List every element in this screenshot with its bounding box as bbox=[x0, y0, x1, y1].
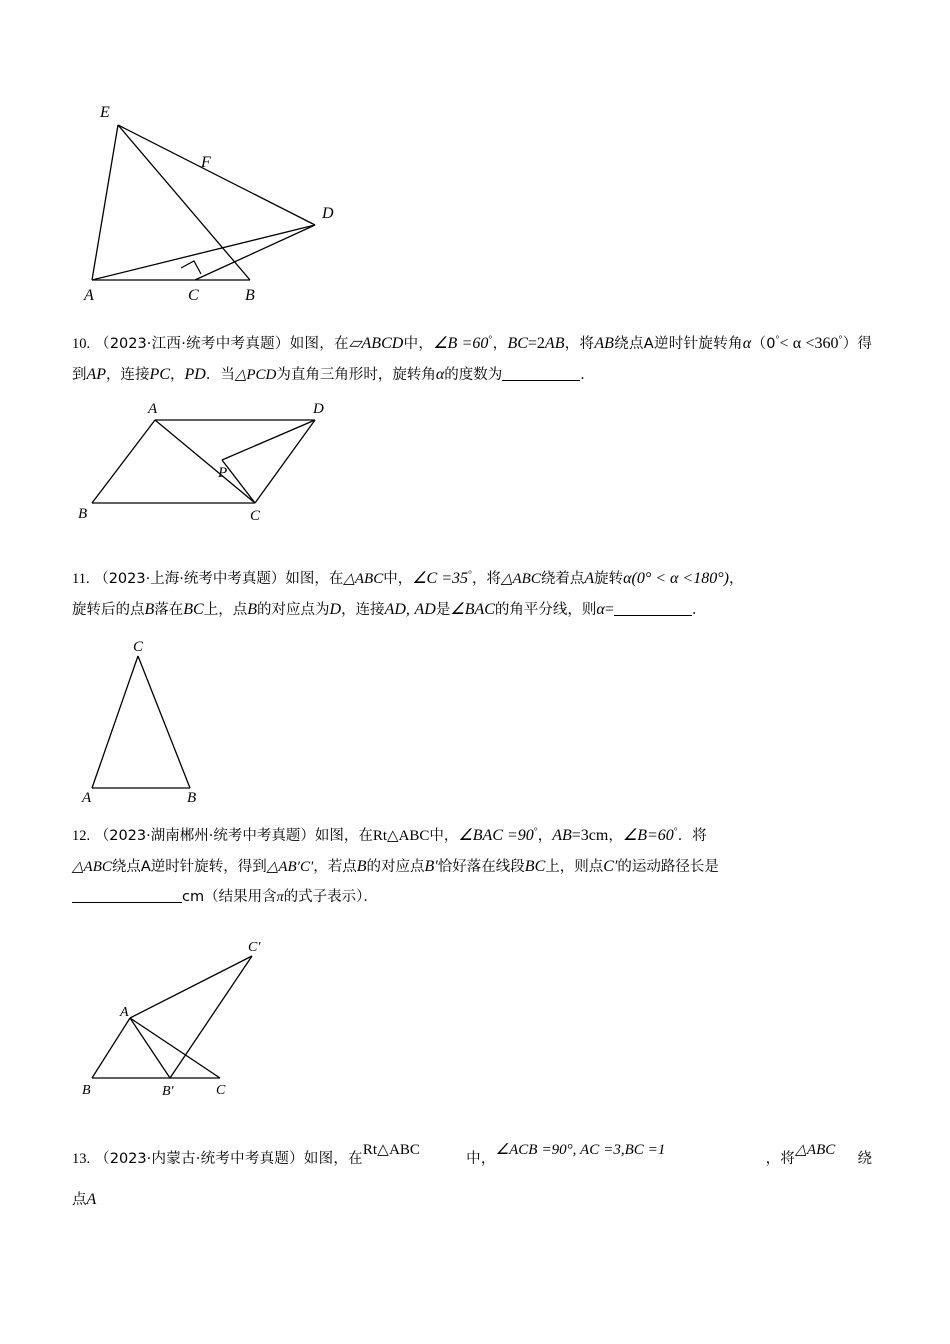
q11-p8: 的对应点为 bbox=[257, 602, 330, 619]
q10-comma1: ， bbox=[492, 336, 508, 352]
figure-q11 bbox=[70, 638, 330, 803]
question-10-source: （2023·江西·统考中考真题） bbox=[95, 336, 290, 352]
q11-p4: 旋转 bbox=[594, 571, 624, 587]
q12-ab: AB bbox=[552, 827, 572, 844]
q12-p11: 的式子表示）． bbox=[283, 888, 378, 905]
q13-a: A bbox=[86, 1191, 97, 1208]
q12-p9: 的运动路径长是 bbox=[617, 859, 719, 876]
q12-eq3: =3cm bbox=[571, 827, 609, 844]
q10-pcd: △PCD bbox=[234, 367, 277, 384]
q12-p6: 的对应点 bbox=[366, 859, 425, 876]
q10-range2: < α <360 bbox=[779, 335, 839, 352]
q11-p12: ． bbox=[691, 602, 707, 619]
q11-eq: = bbox=[604, 601, 614, 619]
q11-anglec: ∠C =35 bbox=[412, 570, 469, 587]
q12-bac: ∠BAC =90 bbox=[458, 827, 534, 844]
q10-p10: ． bbox=[580, 367, 595, 384]
q10-ap: AP bbox=[86, 366, 107, 384]
q10-bc: BC bbox=[507, 335, 528, 352]
q12-p4: 绕点A逆时针旋转，得到 bbox=[111, 859, 267, 876]
q11-deg: ° bbox=[468, 569, 472, 581]
q10-deg2: ° bbox=[775, 334, 780, 346]
q13-p2: 中， bbox=[465, 1151, 496, 1167]
figure-q12-label-A: A bbox=[120, 1005, 129, 1020]
q12-abc2: △AB′C′ bbox=[266, 859, 314, 876]
q11-p1: 如图，在 bbox=[285, 571, 344, 587]
q11-bac: ∠BAC bbox=[450, 601, 495, 619]
q10-angleb: ∠B =60 bbox=[433, 335, 489, 352]
q10-abcd: ABCD bbox=[361, 335, 404, 352]
q10-range: （0 bbox=[751, 336, 776, 352]
q10-p1: 如图，在 bbox=[289, 336, 349, 352]
q10-p7: ．当 bbox=[205, 367, 235, 384]
question-10-text bbox=[0, 328, 950, 390]
q13-comma: ，将 bbox=[765, 1151, 796, 1167]
q11-d: D bbox=[329, 601, 342, 619]
figure-q10-label-P: P bbox=[218, 465, 228, 481]
q10-shape: ▱ bbox=[348, 335, 362, 352]
figure-q9-label-B: B bbox=[245, 287, 255, 304]
question-12 bbox=[0, 820, 950, 911]
q11-b: B bbox=[144, 601, 155, 619]
q10-answer-blank[interactable] bbox=[502, 366, 580, 382]
q10-p3: 中， bbox=[403, 336, 434, 352]
figure-q9-svg bbox=[70, 95, 410, 305]
q13-cond: ∠ACB =90°, AC =3,BC =1 bbox=[495, 1142, 666, 1158]
q11-abc: △ABC bbox=[343, 571, 384, 587]
figure-q10-label-A: A bbox=[148, 401, 158, 417]
question-11-source: （2023·上海·统考中考真题） bbox=[94, 571, 286, 587]
q11-p3: 绕着点 bbox=[540, 571, 585, 587]
figure-q10-label-D: D bbox=[313, 401, 324, 417]
q13-abc: △ABC bbox=[795, 1142, 836, 1158]
q10-alpha: α bbox=[742, 335, 752, 352]
q10-ab2: AB bbox=[594, 335, 614, 352]
question-13-source: （2023·内蒙古·统考中考真题） bbox=[94, 1151, 304, 1167]
q13-rt: Rt△ABC bbox=[362, 1142, 420, 1158]
q12-p3: ．将 bbox=[677, 828, 707, 844]
q11-answer-blank[interactable] bbox=[614, 601, 692, 617]
q12-b: B bbox=[356, 858, 367, 876]
q12-rt: Rt△ABC bbox=[372, 828, 430, 844]
q12-p7: 恰好落在线段 bbox=[437, 859, 525, 876]
q10-comma2: ，将 bbox=[564, 336, 595, 352]
q10-deg: ° bbox=[488, 334, 493, 346]
q12-deg: ° bbox=[533, 826, 538, 838]
figure-q11-label-A: A bbox=[82, 790, 92, 803]
figure-q12-svg bbox=[70, 938, 370, 1098]
q11-p9: ，连接 bbox=[341, 602, 385, 619]
figure-q9 bbox=[70, 95, 410, 305]
figure-q9-label-A: A bbox=[84, 287, 94, 304]
q12-p8: 上，则点 bbox=[545, 859, 604, 876]
q12-abc: △ABC bbox=[72, 859, 112, 876]
q10-alpha2: α bbox=[435, 366, 445, 384]
question-11-text bbox=[0, 563, 950, 625]
figure-q12-label-C: C bbox=[216, 1083, 226, 1098]
q10-ab: AB bbox=[544, 335, 565, 352]
q11-p7: 上，点 bbox=[203, 602, 248, 619]
q12-answer-blank[interactable] bbox=[72, 887, 182, 903]
q10-deg3: ° bbox=[838, 334, 843, 346]
q12-p2: 中， bbox=[429, 828, 459, 844]
q12-p5: ，若点 bbox=[313, 859, 357, 876]
q10-p8: 为直角三角形时，旋转角 bbox=[276, 367, 436, 384]
question-13-text bbox=[0, 1140, 950, 1221]
figure-q10-svg bbox=[70, 398, 390, 523]
figure-q12-label-Bp: B′ bbox=[162, 1084, 174, 1098]
figure-q10 bbox=[70, 398, 390, 523]
question-12-text bbox=[0, 820, 950, 911]
q10-p9: 的度数为 bbox=[444, 367, 503, 384]
q11-alpha: α bbox=[596, 601, 605, 619]
q11-abc2: △ABC bbox=[500, 571, 541, 587]
figure-q12 bbox=[70, 938, 370, 1098]
q12-cp: C′ bbox=[603, 858, 618, 876]
q10-eq: =2 bbox=[527, 335, 545, 352]
q12-p10: cm（结果用含 bbox=[182, 888, 277, 905]
q11-p2: 中， bbox=[383, 571, 413, 587]
q12-angleb: ∠B=60 bbox=[622, 827, 674, 844]
q11-p10: 是 bbox=[435, 602, 451, 619]
q12-deg2: ° bbox=[673, 826, 678, 838]
figure-q10-label-B: B bbox=[78, 506, 88, 522]
q11-bc: BC bbox=[183, 601, 204, 619]
q10-p6: ，连接 bbox=[106, 367, 150, 384]
question-12-number: 12. bbox=[72, 828, 91, 844]
q11-ad: AD, bbox=[384, 601, 410, 619]
figure-q12-label-Cp: C′ bbox=[248, 940, 261, 955]
question-10 bbox=[0, 328, 950, 390]
q10-p4: 绕点A逆时针旋转角 bbox=[613, 336, 743, 352]
q11-p6: 落在 bbox=[154, 602, 184, 619]
q11-ad2: AD bbox=[414, 601, 436, 619]
q13-p3: 绕点 bbox=[72, 1151, 873, 1208]
q10-pc: PC bbox=[149, 366, 170, 384]
figure-q9-label-E: E bbox=[100, 104, 110, 121]
q11-b2: B bbox=[247, 601, 258, 619]
question-13 bbox=[0, 1140, 950, 1221]
q10-range3: ） bbox=[842, 336, 858, 352]
q11-a: A bbox=[584, 570, 595, 587]
q12-comma1: ， bbox=[537, 828, 553, 844]
question-11-number: 11. bbox=[72, 571, 90, 587]
q13-p1: 如图，在 bbox=[303, 1151, 363, 1167]
figure-q11-label-B: B bbox=[187, 790, 197, 803]
question-12-source: （2023·湖南郴州·统考中考真题） bbox=[94, 828, 315, 844]
q11-comma2: ， bbox=[728, 571, 744, 587]
figure-q11-svg bbox=[70, 638, 330, 803]
q10-p5: 得到 bbox=[72, 336, 873, 384]
q12-pi: π bbox=[276, 889, 284, 905]
q12-bp: B′ bbox=[424, 858, 438, 876]
figure-q10-label-C: C bbox=[250, 508, 261, 523]
q12-p1: 如图，在 bbox=[314, 828, 373, 844]
q12-bc: BC bbox=[524, 858, 546, 876]
figure-q9-label-D: D bbox=[322, 205, 334, 222]
q11-alpha-range: α(0° < α <180°) bbox=[623, 570, 729, 587]
figure-q11-label-C: C bbox=[133, 639, 144, 655]
q10-comma3: ， bbox=[170, 367, 185, 384]
figure-q9-label-C: C bbox=[188, 287, 199, 304]
figure-q9-label-F: F bbox=[201, 154, 211, 171]
q10-pd: PD bbox=[184, 366, 206, 384]
figure-q12-label-B: B bbox=[82, 1083, 91, 1098]
question-11 bbox=[0, 563, 950, 625]
question-13-number: 13. bbox=[72, 1151, 91, 1167]
q11-p11: 的角平分线，则 bbox=[494, 602, 597, 619]
q12-comma2: ， bbox=[608, 828, 623, 844]
q11-comma1: ，将 bbox=[471, 571, 501, 587]
q11-p5: 旋转后的点 bbox=[72, 602, 145, 619]
question-10-number: 10. bbox=[72, 336, 91, 352]
